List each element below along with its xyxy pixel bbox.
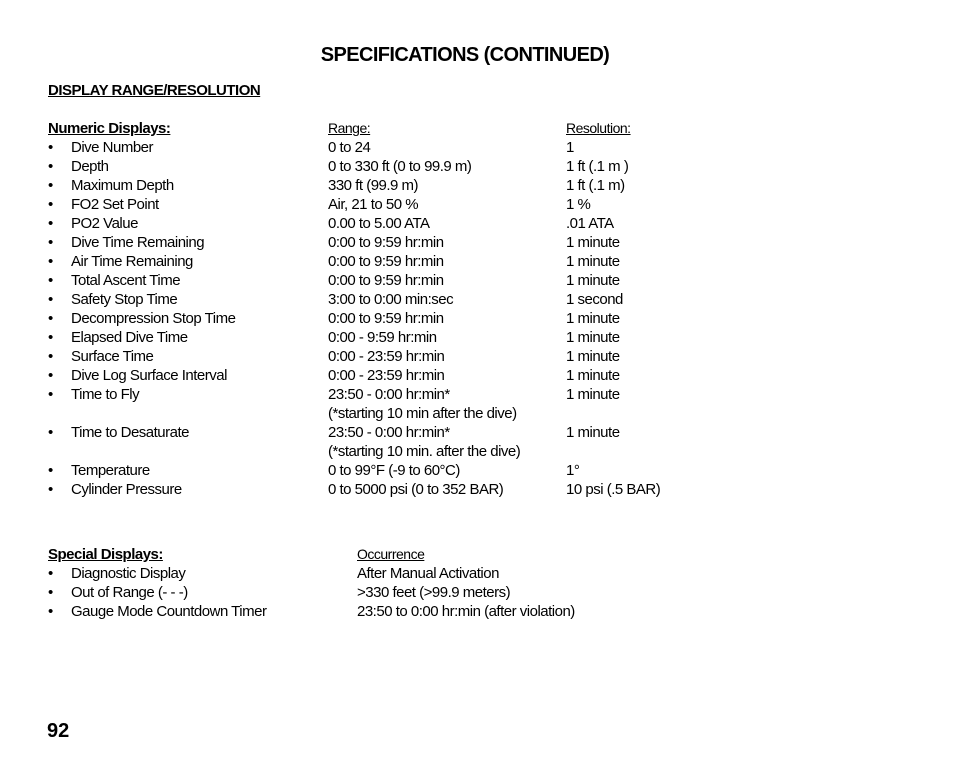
range-value: 0:00 - 23:59 hr:min: [328, 348, 445, 365]
resolution-value: 1: [566, 139, 574, 156]
numeric-header-row: [0, 119, 954, 138]
resolution-value: 1 minute: [566, 234, 620, 251]
table-row: [0, 461, 954, 480]
display-name: Maximum Depth: [71, 177, 174, 194]
display-name: Dive Log Surface Interval: [71, 367, 227, 384]
bullet: •: [48, 603, 53, 620]
display-name: PO2 Value: [71, 215, 138, 232]
bullet: •: [48, 139, 53, 156]
resolution-value: 1 minute: [566, 272, 620, 289]
display-name: Gauge Mode Countdown Timer: [71, 603, 267, 620]
bullet: •: [48, 310, 53, 327]
range-value: 0.00 to 5.00 ATA: [328, 215, 430, 232]
bullet: •: [48, 291, 53, 308]
resolution-value: 10 psi (.5 BAR): [566, 481, 661, 498]
bullet: •: [48, 386, 53, 403]
display-name: Air Time Remaining: [71, 253, 193, 270]
resolution-value: 1 minute: [566, 253, 620, 270]
bullet: •: [48, 348, 53, 365]
bullet: •: [48, 253, 53, 270]
range-value: 0 to 5000 psi (0 to 352 BAR): [328, 481, 504, 498]
range-value: 0:00 to 9:59 hr:min: [328, 253, 444, 270]
occurrence-value: 23:50 to 0:00 hr:min (after violation): [357, 603, 575, 620]
special-displays-heading: Special Displays:: [48, 546, 163, 563]
numeric-displays-heading: Numeric Displays:: [48, 120, 171, 137]
display-name: Depth: [71, 158, 109, 175]
resolution-value: .01 ATA: [566, 215, 614, 232]
page-number: 92: [47, 720, 70, 742]
range-value: (*starting 10 min. after the dive): [328, 443, 521, 460]
range-value: 23:50 - 0:00 hr:min*: [328, 424, 450, 441]
table-row: [0, 404, 954, 423]
resolution-value: 1 minute: [566, 348, 620, 365]
bullet: •: [48, 565, 53, 582]
table-row: [0, 271, 954, 290]
occurrence-column-header: Occurrence: [357, 546, 425, 562]
bullet: •: [48, 584, 53, 601]
bullet: •: [48, 329, 53, 346]
range-value: 0 to 24: [328, 139, 371, 156]
table-row: [0, 195, 954, 214]
display-name: Diagnostic Display: [71, 565, 186, 582]
table-row: [0, 347, 954, 366]
bullet: •: [48, 481, 53, 498]
page-title: SPECIFICATIONS (CONTINUED): [320, 44, 610, 66]
bullet: •: [48, 196, 53, 213]
display-name: Time to Desaturate: [71, 424, 189, 441]
resolution-value: 1 minute: [566, 310, 620, 327]
section-heading: DISPLAY RANGE/RESOLUTION: [48, 82, 261, 99]
range-value: Air, 21 to 50 %: [328, 196, 419, 213]
table-row: [0, 157, 954, 176]
range-value: 330 ft (99.9 m): [328, 177, 419, 194]
resolution-value: 1 minute: [566, 367, 620, 384]
table-row: [0, 309, 954, 328]
display-name: Decompression Stop Time: [71, 310, 236, 327]
table-row: [0, 423, 954, 442]
table-row: [0, 602, 954, 621]
occurrence-value: >330 feet (>99.9 meters): [357, 584, 511, 601]
table-row: [0, 138, 954, 157]
resolution-value: 1 %: [566, 196, 591, 213]
table-row: [0, 564, 954, 583]
bullet: •: [48, 367, 53, 384]
display-name: Out of Range (- - -): [71, 584, 188, 601]
display-name: Dive Time Remaining: [71, 234, 205, 251]
special-header-row: [0, 545, 954, 564]
range-value: 0:00 to 9:59 hr:min: [328, 310, 444, 327]
table-row: [0, 480, 954, 499]
display-name: Temperature: [71, 462, 150, 479]
bullet: •: [48, 424, 53, 441]
range-value: 0:00 to 9:59 hr:min: [328, 272, 444, 289]
range-value: 0 to 330 ft (0 to 99.9 m): [328, 158, 472, 175]
range-column-header: Range:: [328, 120, 371, 136]
bullet: •: [48, 215, 53, 232]
table-row: [0, 176, 954, 195]
display-name: Cylinder Pressure: [71, 481, 182, 498]
resolution-value: 1 minute: [566, 386, 620, 403]
resolution-value: 1 ft (.1 m ): [566, 158, 629, 175]
table-row: [0, 385, 954, 404]
display-name: Safety Stop Time: [71, 291, 178, 308]
range-value: (*starting 10 min after the dive): [328, 405, 517, 422]
display-name: Surface Time: [71, 348, 154, 365]
range-value: 0:00 - 23:59 hr:min: [328, 367, 445, 384]
display-name: Elapsed Dive Time: [71, 329, 188, 346]
bullet: •: [48, 462, 53, 479]
table-row: [0, 442, 954, 461]
bullet: •: [48, 234, 53, 251]
resolution-value: 1 second: [566, 291, 623, 308]
resolution-column-header: Resolution:: [566, 120, 631, 136]
bullet: •: [48, 177, 53, 194]
range-value: 0:00 to 9:59 hr:min: [328, 234, 444, 251]
range-value: 0:00 - 9:59 hr:min: [328, 329, 437, 346]
range-value: 0 to 99°F (-9 to 60°C): [328, 462, 460, 479]
bullet: •: [48, 272, 53, 289]
table-row: [0, 328, 954, 347]
resolution-value: 1 ft (.1 m): [566, 177, 625, 194]
resolution-value: 1 minute: [566, 424, 620, 441]
table-row: [0, 583, 954, 602]
occurrence-value: After Manual Activation: [357, 565, 499, 582]
table-row: [0, 290, 954, 309]
range-value: 23:50 - 0:00 hr:min*: [328, 386, 450, 403]
table-row: [0, 252, 954, 271]
table-row: [0, 366, 954, 385]
resolution-value: 1°: [566, 462, 580, 479]
display-name: Dive Number: [71, 139, 154, 156]
display-name: FO2 Set Point: [71, 196, 159, 213]
display-name: Total Ascent Time: [71, 272, 181, 289]
resolution-value: 1 minute: [566, 329, 620, 346]
table-row: [0, 214, 954, 233]
table-row: [0, 233, 954, 252]
range-value: 3:00 to 0:00 min:sec: [328, 291, 454, 308]
display-name: Time to Fly: [71, 386, 140, 403]
bullet: •: [48, 158, 53, 175]
